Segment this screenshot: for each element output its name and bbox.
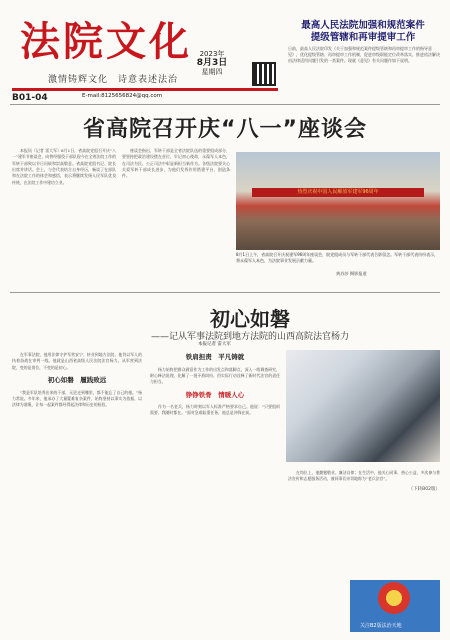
date-day: 8月3日 xyxy=(196,58,228,69)
wechat-promo-text: 关注B2版法治天地 xyxy=(360,623,402,629)
article1-col1 xyxy=(12,148,116,186)
article1-col2-text: 座谈会指出，军转干部是全省法院队伍的重要组成部分，要坚持把政治建设摆在首位，牢记初心使命，永葆军人本色，在司法为民、公正司法中彰显新担当新作为。各级法院要关心关爱军转干部成长进步，为他们发挥作用搭建平台、创造条件。 xyxy=(122,148,230,179)
article2-col2 xyxy=(150,352,280,417)
email-label: E-mail:8125656824@qq.com xyxy=(82,93,163,99)
top-news-body: 日前，最高人民法院印发《关于加强和规范案件提级管辖和再审提审工作的指导意见》，优化提级管辖、再审提审工作机制，促进审级职能定位改革落实，推进依法解决由法律适用问题引发的一类案件。现就《意见》有关问题作如下说明。 xyxy=(288,46,440,64)
article2-col4 xyxy=(288,470,440,493)
article2-intro: 在军事法院，他用法律守护军营安宁；转业到地方法院，他仍以军人的执着奋战在审判一线。他就是山西省高级人民法院法官杨力。从军营到法院，变的是岗位，不变的是初心。 xyxy=(12,352,142,370)
article2-col1 xyxy=(12,352,142,408)
date-weekday: 星期四 xyxy=(201,68,223,77)
article2-byline: 本报记者 雷大军 xyxy=(198,342,231,347)
article1-headline: 省高院召开庆“八一”座谈会 xyxy=(83,117,367,142)
continued-label: （下转B02版） xyxy=(408,486,440,492)
court-emblem-icon xyxy=(378,582,410,614)
article1-col1-text: 本报讯（记者 雷大军）8月1日，省高院党组召开庆“八一”建军节座谈会，向曾经服役于部队现今在全省法院工作的军转干部致以节日问候和崇高敬意。省高院党组书记、院长出席并讲话。会上，与会代表结合自身经历，畅谈了在部队和在法院工作的体会和感悟，表示将继续发扬人民军队优良传统，在法院工作中建功立业。 xyxy=(12,148,116,185)
article1-photo xyxy=(236,152,440,250)
qr-code xyxy=(252,62,276,86)
article2-body2: 杨力始终把群众满意作为工作的出发点和落脚点，深入一线调查研究，耐心释法说理，化解了一批矛盾纠纷，用实际行动诠释了新时代法官的责任与担当。 xyxy=(150,366,280,385)
article2-photo xyxy=(286,350,440,462)
article2-subhead2: 铁肩担责 平凡铸就 xyxy=(185,353,245,361)
edition-label: B01-04 xyxy=(12,93,48,103)
photo-banner: 热烈庆祝中国人民解放军建军96周年 xyxy=(252,188,424,197)
article2-subhead3: 铮铮铁骨 情暖人心 xyxy=(185,390,245,399)
article1-credit: 黄苏莎 摄影报道 xyxy=(336,271,367,276)
article2-subhead1: 初心如磐 履践致远 xyxy=(47,375,107,384)
masthead-divider xyxy=(12,88,278,91)
date-year: 2023年 xyxy=(199,50,225,58)
article2-col4-text: 在岗位上，他勤勉敬业、廉洁自律；在生活中，他关心同事、热心公益，多次参与普法宣传和志愿服务活动，被同事们亲切地称为“老兵法官”。 xyxy=(288,470,440,482)
article2-body3: 作为一名老兵，杨力时刻以军人标准严格要求自己。他说：“只要组织需要，我随时都在。”面对急难险重任务，他总是冲锋在前。 xyxy=(150,404,280,416)
section-divider xyxy=(10,104,440,105)
masthead-slogan: 激情铸辉文化 诗意表述法治 xyxy=(48,75,179,85)
top-news-headline xyxy=(288,20,438,44)
masthead-title: 法院文化 xyxy=(20,18,192,65)
article2-subtitle: ——记从军事法院到地方法院的山西高院法官杨力 xyxy=(150,332,349,342)
top-news-headline-line2: 提级管辖和再审提审工作 xyxy=(310,31,416,43)
article1-caption: 8月1日上午，省高院召开庆祝建军96周年座谈会，院党组成员与军转干部代表合影留念。军转干部代表纷纷表示，将永葆军人本色，为法院事业发展贡献力量。 xyxy=(236,252,439,264)
date-box xyxy=(190,50,234,76)
section-divider-2 xyxy=(10,292,440,293)
article1-col2 xyxy=(122,148,230,180)
article2-headline: 初心如磐 xyxy=(210,307,290,331)
article2-body1: “我是军队培养出来的干部，无论走到哪里，都不能忘了自己的根。”杨力常说。多年来，他承办了大量疑难复杂案件，始终坚持以事实为依据、以法律为准绳，让每一起案件都经得起法律和历史的检验。 xyxy=(12,389,142,408)
top-news-headline-line1: 最高人民法院加强和规范案件 xyxy=(301,20,425,31)
